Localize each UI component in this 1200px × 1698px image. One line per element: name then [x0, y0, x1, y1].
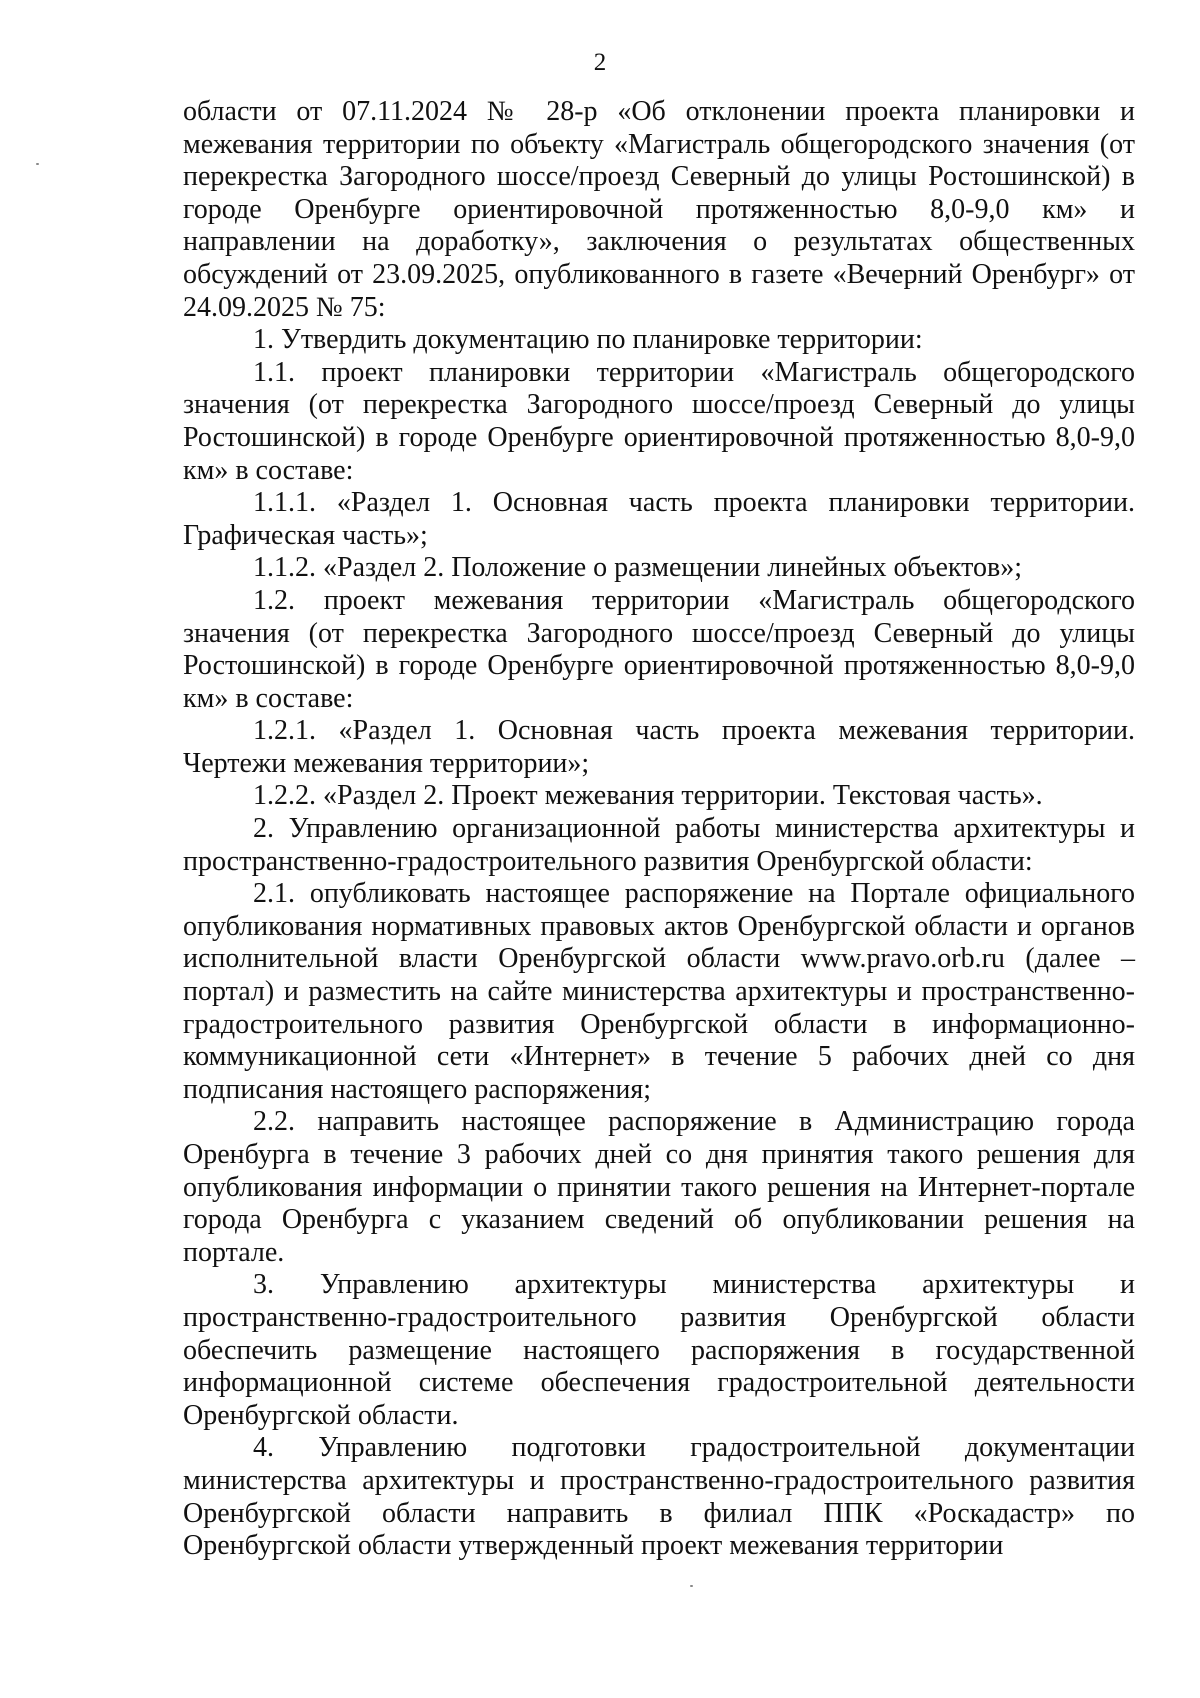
paragraph-item-2-1: 2.1. опубликовать настоящее распоряжение на Портале официального опубликования нормативных правовых актов Оренбургской области и органов исполнительной власти Оренбургской области www.pravo.orb.ru (далее – портал) и разместить на сайте министерства архитектуры и пространственно-градостроительного развития Оренбургской области в информационно-коммуникационной сети «Интернет» в течение 5 рабочих дней со дня подписания настоящего распоряжения; — [183, 878, 1135, 1105]
paragraph-continuation: области от 07.11.2024 № 28-р «Об отклонении проекта планировки и межевания территории по объекту «Магистраль общегородского значения (от перекрестка Загородного шоссе/проезд Северный до улицы Ростошинской) в городе Оренбурге ориентировочной протяженностью 8,0-9,0 км» и направлении на доработку», заключения о результатах общественных обсуждений от 23.09.2025, опубликованного в газете «Вечерний Оренбург» от 24.09.2025 № 75: — [183, 96, 1135, 323]
paragraph-item-2: 2. Управлению организационной работы министерства архитектуры и пространственно-градостроительного развития Оренбургской области: — [183, 813, 1135, 877]
paragraph-item-3: 3. Управлению архитектуры министерства архитектуры и пространственно-градостроительного развития Оренбургской области обеспечить размещение настоящего распоряжения в государственной информационной системе обеспечения градостроительной деятельности Оренбургской области. — [183, 1269, 1135, 1431]
paragraph-item-1-1-2: 1.1.2. «Раздел 2. Положение о размещении линейных объектов»; — [253, 552, 1023, 584]
paragraph-item-2-2: 2.2. направить настоящее распоряжение в Администрацию города Оренбурга в течение 3 рабочих дней со дня принятия такого решения для опубликования информации о принятии такого решения на Интернет-портале города Оренбурга с указанием сведений об опубликовании решения на портале. — [183, 1106, 1135, 1268]
paragraph-item-1-1-1: 1.1.1. «Раздел 1. Основная часть проекта планировки территории. Графическая часть»; — [183, 487, 1135, 551]
page-number: 2 — [593, 49, 607, 76]
paragraph-item-1-2-1: 1.2.1. «Раздел 1. Основная часть проекта межевания территории. Чертежи межевания территории»; — [183, 715, 1135, 779]
scan-speck — [36, 163, 39, 165]
paragraph-item-1-2: 1.2. проект межевания территории «Магистраль общегородского значения (от перекрестка Загородного шоссе/проезд Северный до улицы Ростошинской) в городе Оренбурге ориентировочной протяженностью 8,0-9,0 км» в составе: — [183, 584, 1135, 714]
paragraph-item-1: 1. Утвердить документацию по планировке территории: — [253, 324, 923, 356]
paragraph-item-4: 4. Управлению подготовки градостроительной документации министерства архитектуры и пространственно-градостроительного развития Оренбургской области направить в филиал ППК «Роскадастр» по Оренбургской области утвержденный проект межевания территории — [183, 1432, 1135, 1562]
document-body — [183, 96, 1135, 1563]
scan-speck — [690, 1585, 693, 1587]
paragraph-item-1-2-2: 1.2.2. «Раздел 2. Проект межевания территории. Текстовая часть». — [253, 780, 1043, 812]
paragraph-item-1-1: 1.1. проект планировки территории «Магистраль общегородского значения (от перекрестка Загородного шоссе/проезд Северный до улицы Ростошинской) в городе Оренбурге ориентировочной протяженностью 8,0-9,0 км» в составе: — [183, 356, 1135, 486]
